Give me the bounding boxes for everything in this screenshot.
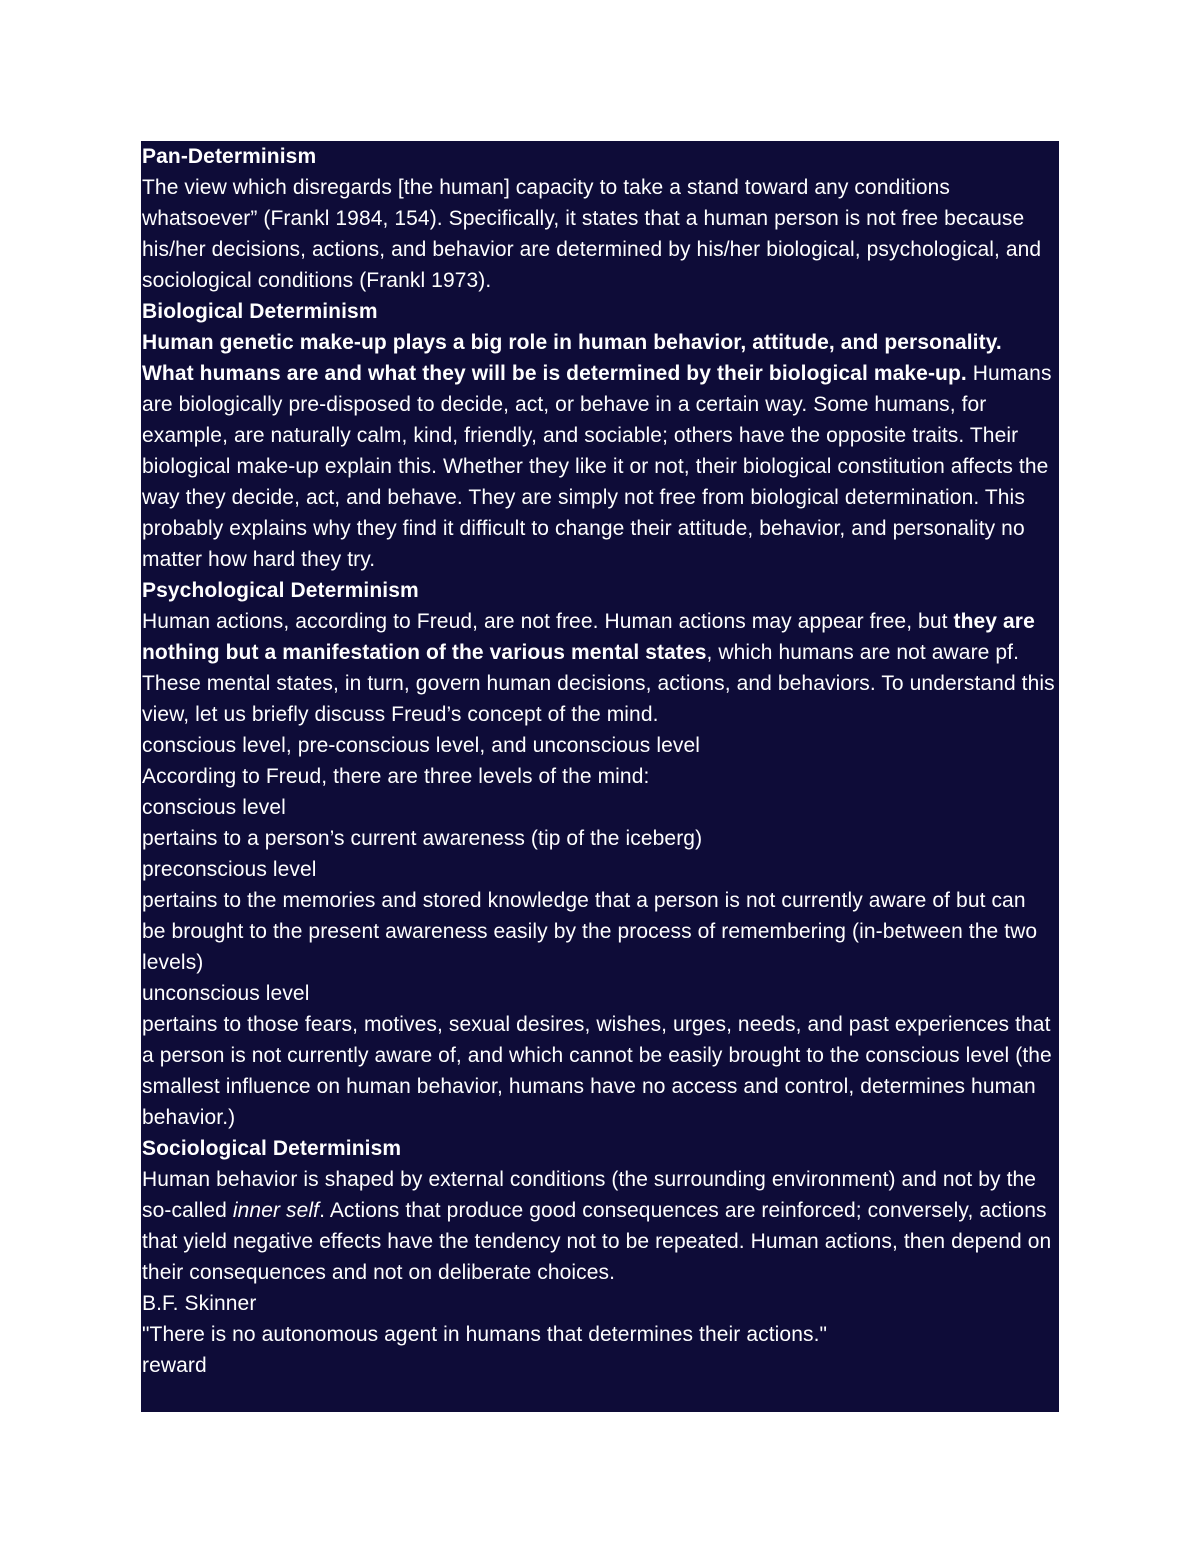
skinner-name: B.F. Skinner	[142, 1292, 257, 1315]
biological-body: Humans are biologically pre-disposed to decide, act, or behave in a certain way. Some humans, for example, are naturally calm, kind, friendly, and sociable; others have the opposite traits. Their biological make-up explain this. Whether they like it or not, their biological constitution affects the way they decide, act, and behave. They are simply not free from biological determination. This probably explains why they find it difficult to change their attitude, behavior, and personality no matter how hard they try.	[142, 362, 1058, 571]
sociological-body-end: . Actions that produce good consequences are reinforced; conversely, actions that yield negative effects have the tendency not to be repeated. Human actions, then depend on their consequences and not on deliberate choices.	[142, 1199, 1058, 1284]
sociological-body-start: Human behavior is shaped by external conditions (the surrounding environment) and not by the so-called	[142, 1168, 1042, 1222]
biological-bold-statement: Human genetic make-up plays a big role in human behavior, attitude, and personality. What humans are and what they will be is determined by their biological make-up.	[142, 331, 1008, 385]
preconscious-level-description: pertains to the memories and stored knowledge that a person is not currently aware of but can be brought to the present awareness easily by the process of remembering (in-between the two levels)	[142, 889, 1044, 974]
sociological-determinism-heading: Sociological Determinism	[142, 1137, 402, 1160]
unconscious-level-description: pertains to those fears, motives, sexual desires, wishes, urges, needs, and past experiences that a person is not currently aware of, and which cannot be easily brought to the conscious level (the smallest influence on human behavior, humans have no access and control, determines human behavior.)	[142, 1013, 1058, 1129]
skinner-quote: "There is no autonomous agent in humans that determines their actions."	[142, 1323, 828, 1346]
psychological-body: , which humans are not aware pf. These mental states, in turn, govern human decisions, actions, and behaviors. To understand this view, let us briefly discuss Freud’s concept of the mind.	[142, 641, 1061, 726]
biological-determinism-heading: Biological Determinism	[142, 300, 378, 323]
mind-levels-summary: conscious level, pre-conscious level, and unconscious level	[142, 734, 701, 757]
pan-determinism-body: The view which disregards [the human] capacity to take a stand toward any conditions whatsoever” (Frankl 1984, 154). Specifically, it states that a human person is not free because his/her decisions, actions, and behavior are determined by his/her biological, psychological, and sociological conditions (Frankl 1973).	[142, 176, 1048, 292]
preconscious-level-label: preconscious level	[142, 858, 317, 881]
mind-levels-intro: According to Freud, there are three levels of the mind:	[142, 765, 650, 788]
conscious-level-description: pertains to a person’s current awareness (tip of the iceberg)	[142, 827, 703, 850]
reward-label: reward	[142, 1354, 207, 1377]
conscious-level-label: conscious level	[142, 796, 286, 819]
pan-determinism-heading: Pan-Determinism	[142, 145, 317, 168]
psychological-bold-statement: they are nothing but a manifestation of the various mental states	[142, 610, 1041, 664]
document-text-block	[141, 141, 1059, 1412]
psychological-determinism-heading: Psychological Determinism	[142, 579, 419, 602]
biological-determinism-paragraph	[142, 327, 1058, 575]
psychological-determinism-paragraph	[142, 606, 1061, 730]
sociological-italic-term: inner self	[232, 1199, 320, 1222]
unconscious-level-label: unconscious level	[142, 982, 310, 1005]
sociological-determinism-paragraph	[142, 1164, 1058, 1288]
psychological-intro: Human actions, according to Freud, are not free. Human actions may appear free, but	[142, 610, 954, 633]
